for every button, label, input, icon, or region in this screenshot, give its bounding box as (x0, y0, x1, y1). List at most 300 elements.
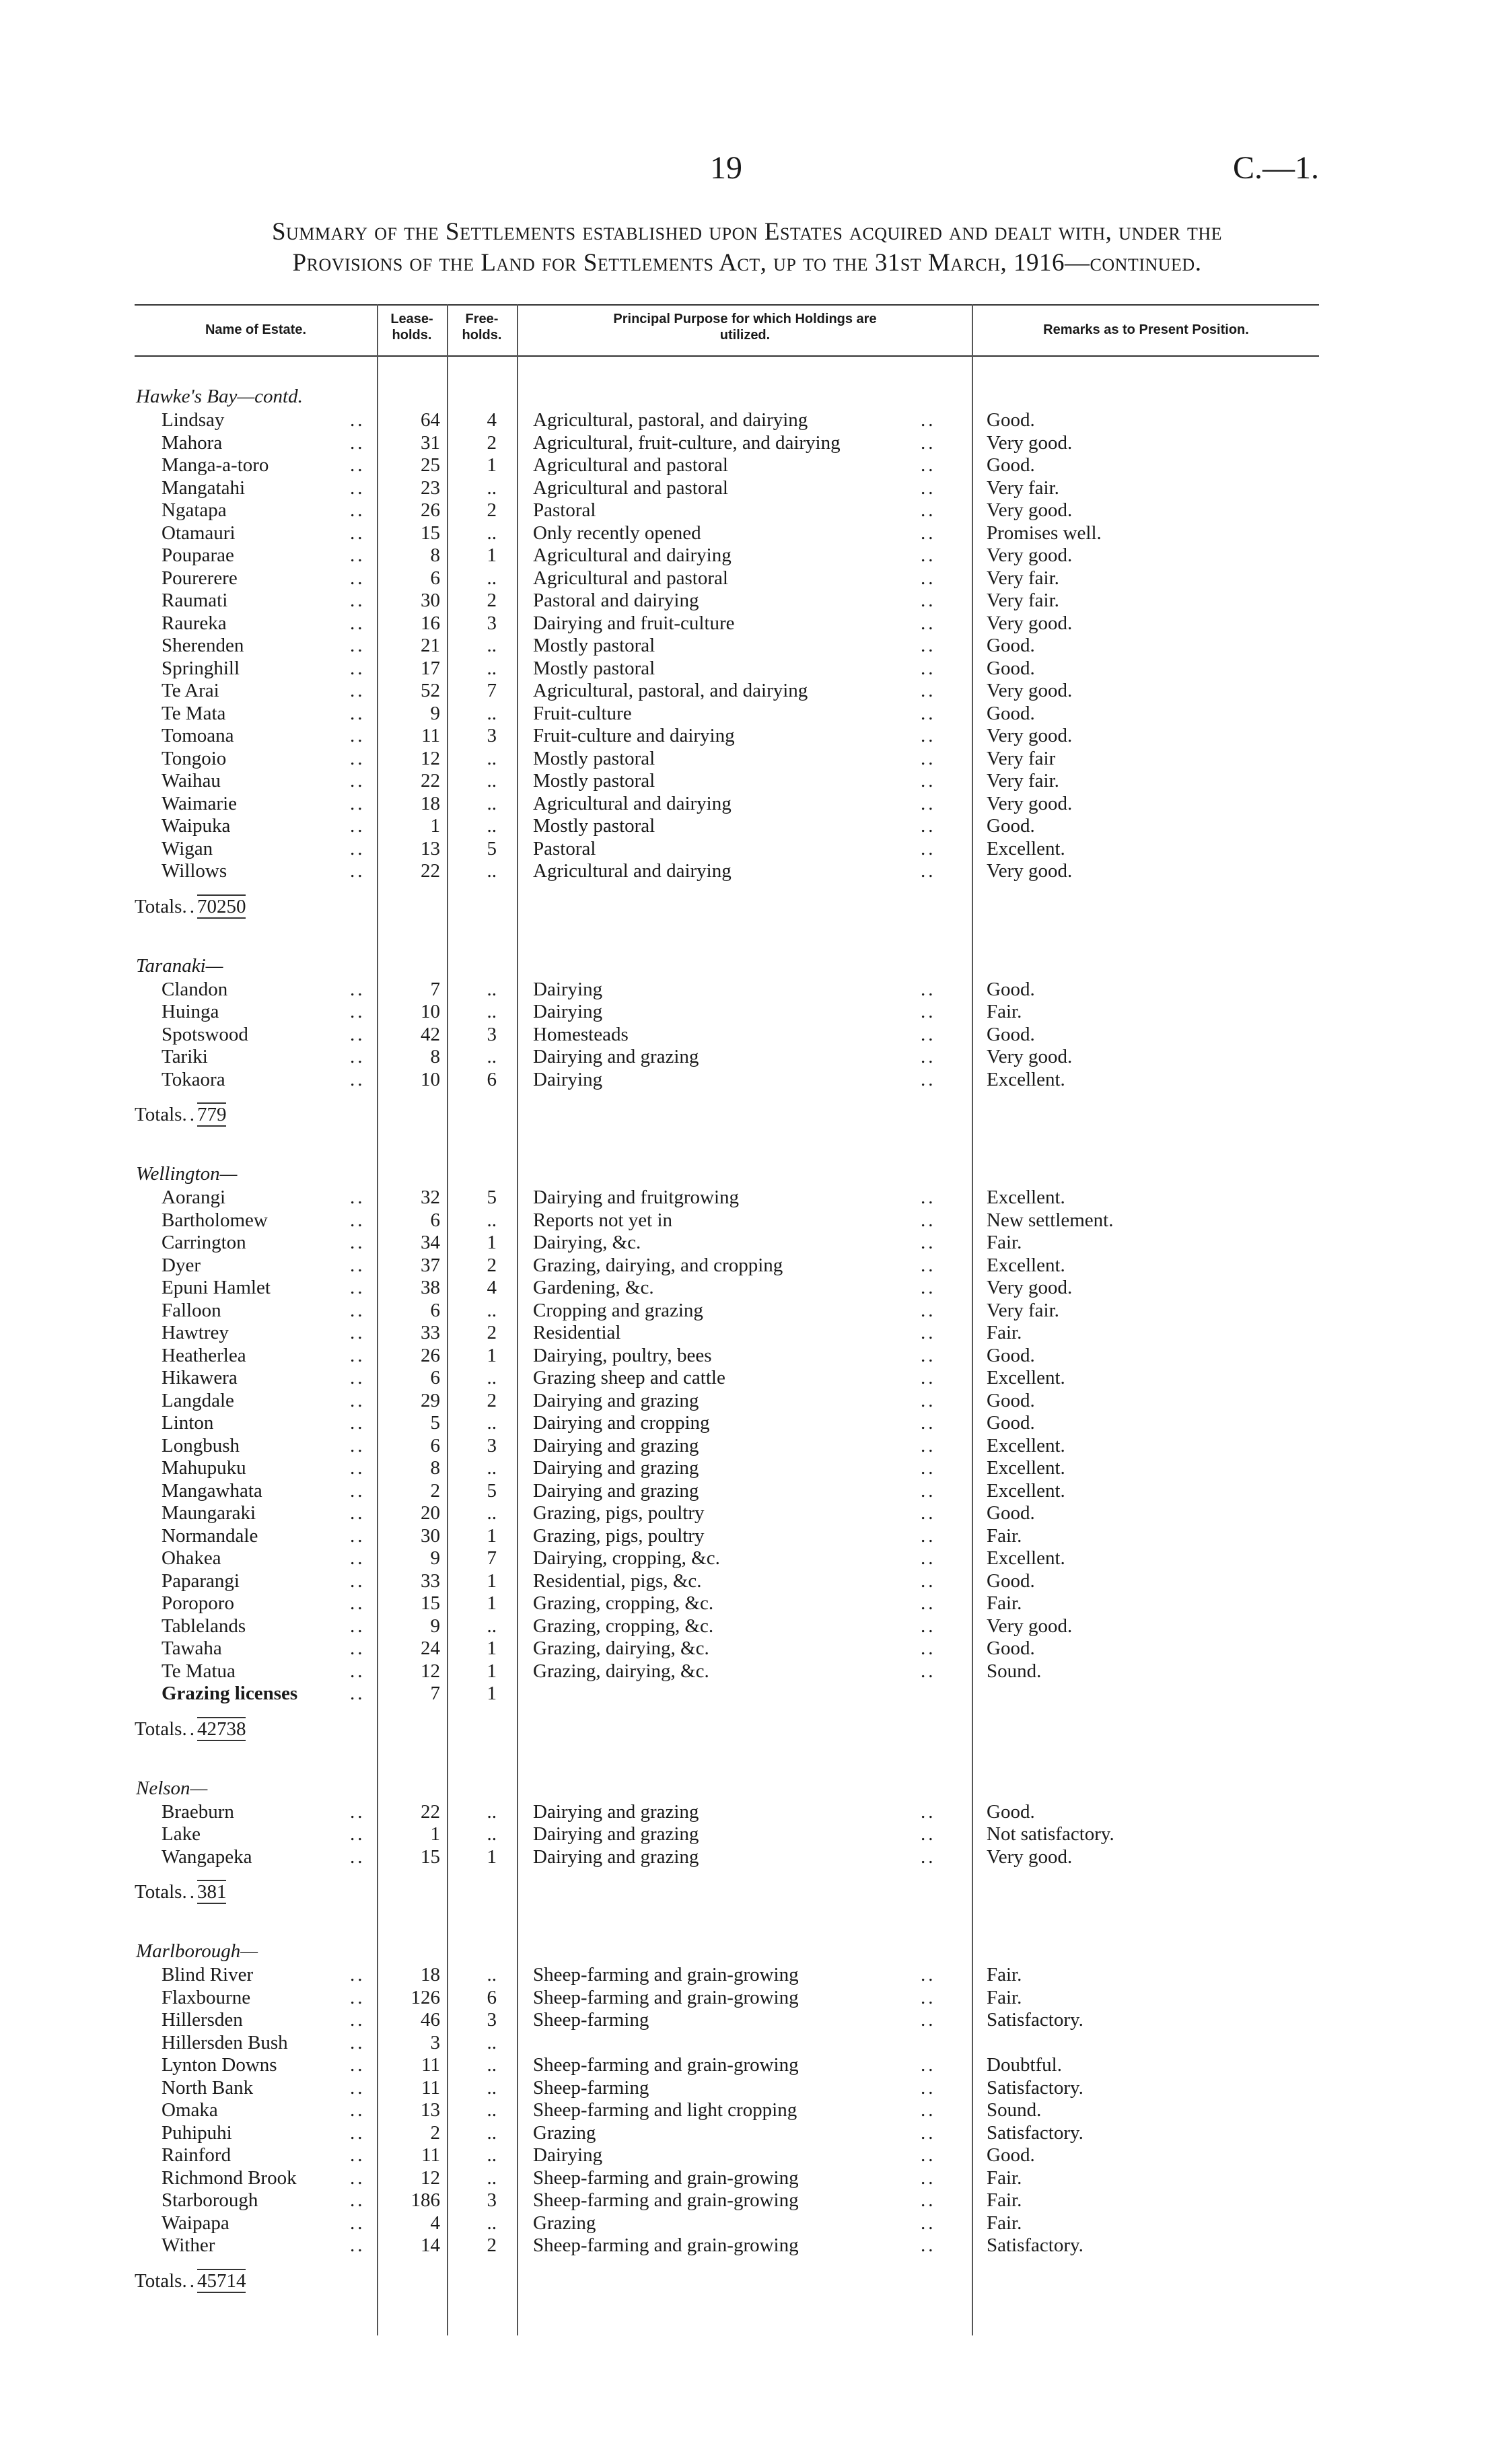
freeholds-value: .. (487, 477, 497, 499)
estate-name: Braeburn (162, 1800, 234, 1823)
purpose-text: Mostly pastoral (533, 635, 655, 656)
purpose-text: Cropping and grazing (533, 1299, 703, 1321)
spacer (135, 1746, 1319, 1775)
leader-dots: .. (350, 837, 365, 859)
leader-dots: .. (921, 635, 936, 656)
totals-row (135, 1712, 1319, 1746)
estate-name: Heatherlea (162, 1344, 246, 1366)
purpose-text: Agricultural, pastoral, and dairying (533, 409, 808, 431)
freeholds-value: 1 (487, 544, 497, 566)
spacer (135, 1868, 1319, 1875)
freeholds-value: 3 (487, 2009, 497, 2031)
estate-name: Normandale (162, 1524, 258, 1547)
purpose-text: Agricultural, pastoral, and dairying (533, 680, 808, 701)
remarks-text: Excellent. (987, 1068, 1065, 1090)
leaseholds-value: 6 (430, 567, 440, 589)
estate-name: Mangatahi (162, 477, 246, 499)
leaseholds-value: 6 (430, 1209, 440, 1231)
leaseholds-value: 13 (421, 2099, 440, 2121)
estate-name: Waimarie (162, 792, 237, 814)
table-row (135, 1547, 1319, 1570)
leaseholds-value: 12 (421, 1660, 440, 1682)
leader-dots: .. (921, 1389, 936, 1411)
leaseholds-value: 21 (421, 635, 440, 656)
totals-freeholds: 1 (216, 1881, 227, 1903)
leaseholds-value: 9 (430, 1547, 440, 1569)
leaseholds-value: 34 (421, 1232, 440, 1253)
remarks-text: Good. (987, 2144, 1035, 2166)
table-row (135, 432, 1319, 455)
leaseholds-value: 38 (421, 1277, 440, 1298)
leaseholds-value: 33 (421, 1570, 440, 1592)
remarks-text: Very fair (987, 747, 1056, 769)
table-row (135, 2054, 1319, 2077)
header-purpose: Principal Purpose for which Holdings are utilized. (613, 312, 877, 343)
purpose-text: Sheep-farming and grain-growing (533, 1964, 799, 1985)
leaseholds-value: 18 (421, 1964, 440, 1985)
remarks-text: Very good. (987, 1845, 1073, 1868)
leader-dots: .. (350, 747, 365, 769)
leader-dots: .. (921, 409, 936, 431)
table-row (135, 1502, 1319, 1525)
freeholds-value: .. (487, 522, 497, 544)
purpose-text: Sheep-farming and grain-growing (533, 2167, 799, 2189)
leader-dots: .. (921, 2144, 936, 2166)
remarks-text: Good. (987, 454, 1035, 476)
leader-dots: .. (921, 2009, 936, 2031)
freeholds-value: .. (487, 1412, 497, 1434)
freeholds-value: .. (487, 1964, 497, 1985)
freeholds-value: .. (487, 2099, 497, 2121)
leaseholds-value: 29 (421, 1389, 440, 1411)
table-row (135, 1277, 1319, 1300)
remarks-text: Promises well. (987, 522, 1102, 544)
purpose-text: Agricultural and dairying (533, 860, 732, 882)
purpose-text: Dairying and fruit-culture (533, 612, 735, 634)
leader-dots: .. (350, 522, 365, 544)
estate-name: Ngatapa (162, 499, 227, 521)
freeholds-value: 2 (487, 499, 497, 521)
purpose-text: Dairying (533, 1001, 603, 1022)
estate-name: Linton (162, 1412, 214, 1434)
table-row (135, 1255, 1319, 1277)
remarks-text: Very fair. (987, 770, 1059, 791)
leader-dots: .. (350, 544, 365, 566)
table-row (135, 793, 1319, 816)
leader-dots: .. (350, 2144, 365, 2166)
estate-name: Lynton Downs (162, 2054, 277, 2076)
freeholds-value: 1 (487, 1683, 497, 1704)
table-row (135, 1457, 1319, 1480)
freeholds-value: 2 (487, 1254, 497, 1276)
leaseholds-value: 52 (421, 680, 440, 701)
purpose-text: Pastoral (533, 837, 596, 859)
freeholds-value: 2 (487, 1389, 497, 1411)
purpose-text: Sheep-farming and light cropping (533, 2099, 797, 2121)
leaseholds-value: 6 (430, 1434, 440, 1456)
leader-dots: .. (921, 1367, 936, 1388)
freeholds-value: .. (487, 815, 497, 837)
table-row (135, 1390, 1319, 1413)
estate-name: North Bank (162, 2076, 254, 2099)
estate-name: Tawaha (162, 1638, 222, 1659)
freeholds-value: .. (487, 1615, 497, 1637)
leader-dots: .. (350, 612, 365, 634)
leader-dots: .. (921, 2121, 936, 2144)
estate-name: Carrington (162, 1232, 246, 1253)
remarks-text: New settlement. (987, 1209, 1114, 1231)
table-row (135, 477, 1319, 500)
leader-dots: .. (921, 747, 936, 769)
table-row (135, 748, 1319, 771)
leader-dots: .. (921, 2189, 936, 2211)
leader-dots: .. (921, 1322, 936, 1343)
estate-name: Waipuka (162, 815, 231, 837)
table-row (135, 612, 1319, 635)
leader-dots: .. (350, 725, 365, 746)
estate-name: Mahupuku (162, 1457, 246, 1479)
leaseholds-value: 14 (421, 2234, 440, 2256)
leader-dots: .. (350, 1615, 365, 1637)
leader-dots: .. (350, 2212, 365, 2234)
leader-dots: .. (921, 815, 936, 837)
leaseholds-value: 12 (421, 2167, 440, 2189)
purpose-text: Dairying, poultry, bees (533, 1344, 712, 1366)
leaseholds-value: 18 (421, 792, 440, 814)
leader-dots: .. (350, 1232, 365, 1253)
freeholds-value: .. (487, 567, 497, 589)
freeholds-value: 1 (487, 1592, 497, 1614)
leaseholds-value: 24 (421, 1638, 440, 1659)
leaseholds-value: 7 (430, 1683, 440, 1704)
purpose-text: Pastoral and dairying (533, 590, 699, 611)
leader-dots: .. (182, 2269, 197, 2292)
leader-dots: .. (921, 2099, 936, 2121)
freeholds-value: .. (487, 1823, 497, 1845)
leader-dots: .. (921, 590, 936, 611)
totals-freeholds: 50 (226, 895, 246, 917)
purpose-text: Dairying and grazing (533, 1434, 699, 1456)
totals-label: Totals (135, 1718, 182, 1740)
leader-dots: .. (921, 1823, 936, 1845)
leader-dots: .. (350, 1322, 365, 1343)
leader-dots: .. (350, 860, 365, 882)
estate-name: Te Mata (162, 702, 226, 724)
remarks-text: Very good. (987, 792, 1073, 814)
purpose-text: Residential (533, 1322, 621, 1343)
leader-dots: .. (350, 1046, 365, 1067)
leader-dots: .. (350, 1524, 365, 1547)
estate-name: Blind River (162, 1964, 254, 1985)
freeholds-value: .. (487, 1046, 497, 1067)
freeholds-value: 1 (487, 1344, 497, 1366)
leader-dots: .. (350, 1479, 365, 1502)
leaseholds-value: 6 (430, 1367, 440, 1388)
leader-dots: .. (921, 1845, 936, 1868)
leader-dots: .. (350, 1683, 365, 1704)
estate-name: Waipapa (162, 2212, 229, 2234)
estate-name: Starborough (162, 2189, 258, 2211)
estate-name: Mahora (162, 431, 223, 454)
purpose-text: Dairying and grazing (533, 1046, 699, 1067)
table-row (135, 1435, 1319, 1458)
leaseholds-value: 26 (421, 499, 440, 521)
estate-name: Epuni Hamlet (162, 1277, 271, 1298)
leader-dots: .. (350, 1845, 365, 1868)
remarks-text: Fair. (987, 2189, 1022, 2211)
estate-name: Grazing licenses (162, 1683, 298, 1704)
leaseholds-value: 186 (411, 2189, 440, 2211)
remarks-text: Good. (987, 1502, 1035, 1524)
leader-dots: .. (350, 2009, 365, 2031)
freeholds-value: 6 (487, 1986, 497, 2008)
leaseholds-value: 10 (421, 1001, 440, 1022)
table-row (135, 979, 1319, 1001)
leaseholds-value: 9 (430, 1615, 440, 1637)
remarks-text: Satisfactory. (987, 2234, 1083, 2256)
leader-dots: .. (921, 770, 936, 791)
remarks-text: Fair. (987, 1964, 1022, 1985)
table-row (135, 522, 1319, 545)
spacer (135, 1131, 1319, 1161)
estate-name: Wigan (162, 837, 213, 859)
leaseholds-value: 7 (430, 978, 440, 1000)
table-row (135, 770, 1319, 793)
freeholds-value: .. (487, 2144, 497, 2166)
remarks-text: Fair. (987, 1986, 1022, 2008)
freeholds-value: .. (487, 860, 497, 882)
freeholds-value: .. (487, 1457, 497, 1479)
table-row (135, 1592, 1319, 1615)
leader-dots: .. (350, 680, 365, 701)
table-row (135, 1525, 1319, 1548)
region-heading (135, 953, 1319, 979)
region-name: Marlborough— (136, 1940, 258, 1962)
table-row (135, 2077, 1319, 2100)
table-row (135, 499, 1319, 522)
remarks-text: Very good. (987, 860, 1073, 882)
leader-dots: .. (921, 1660, 936, 1682)
estate-name: Springhill (162, 657, 240, 679)
estate-name: Pouparae (162, 544, 234, 566)
leader-dots: .. (350, 1547, 365, 1569)
remarks-text: Satisfactory. (987, 2121, 1083, 2144)
freeholds-value: .. (487, 2031, 497, 2053)
leader-dots: .. (350, 1254, 365, 1276)
freeholds-value: 2 (487, 1322, 497, 1343)
table-row (135, 1683, 1319, 1705)
leader-dots: .. (182, 895, 197, 917)
leaseholds-value: 22 (421, 1800, 440, 1823)
estate-name: Sherenden (162, 635, 244, 656)
leader-dots: .. (921, 612, 936, 634)
totals-label: Totals (135, 1104, 182, 1125)
region-name: Wellington— (136, 1163, 238, 1185)
purpose-text: Agricultural and dairying (533, 792, 732, 814)
table-row (135, 1024, 1319, 1047)
remarks-text: Very good. (987, 1277, 1073, 1298)
estate-name: Hillersden Bush (162, 2031, 288, 2053)
remarks-text: Good. (987, 657, 1035, 679)
table-row (135, 567, 1319, 590)
leaseholds-value: 15 (421, 1592, 440, 1614)
table-row (135, 409, 1319, 432)
leader-dots: .. (350, 1570, 365, 1592)
leaseholds-value: 2 (430, 1479, 440, 1502)
leaseholds-value: 23 (421, 477, 440, 499)
estate-name: Maungaraki (162, 1502, 256, 1524)
purpose-text: Dairying and grazing (533, 1457, 699, 1479)
estate-name: Hikawera (162, 1367, 238, 1388)
purpose-text: Dairying and grazing (533, 1479, 699, 1502)
leader-dots: .. (182, 1881, 197, 1903)
table-row (135, 590, 1319, 612)
spacer (135, 1705, 1319, 1712)
remarks-text: Excellent. (987, 1187, 1065, 1208)
remarks-text: Satisfactory. (987, 2009, 1083, 2031)
leaseholds-value: 22 (421, 860, 440, 882)
table-row (135, 1232, 1319, 1255)
remarks-text: Excellent. (987, 1367, 1065, 1388)
leader-dots: .. (350, 1187, 365, 1208)
estate-name: Ohakea (162, 1547, 221, 1569)
totals-row (135, 890, 1319, 923)
table-row (135, 860, 1319, 883)
estate-name: Dyer (162, 1254, 201, 1276)
totals-label: Totals (135, 2269, 182, 2292)
freeholds-value: 7 (487, 1547, 497, 1569)
table-row (135, 1345, 1319, 1368)
freeholds-value: .. (487, 2167, 497, 2189)
estate-name: Waihau (162, 770, 221, 791)
leader-dots: .. (921, 1023, 936, 1045)
freeholds-value: 1 (487, 1845, 497, 1868)
leaseholds-value: 46 (421, 2009, 440, 2031)
estate-name: Langdale (162, 1389, 234, 1411)
remarks-text: Excellent. (987, 1547, 1065, 1569)
remarks-text: Very good. (987, 680, 1073, 701)
remarks-text: Good. (987, 1389, 1035, 1411)
remarks-text: Good. (987, 1344, 1035, 1366)
purpose-text: Mostly pastoral (533, 657, 655, 679)
estate-name: Longbush (162, 1434, 240, 1456)
remarks-text: Satisfactory. (987, 2076, 1083, 2099)
table-row (135, 1801, 1319, 1824)
table-row (135, 1846, 1319, 1869)
leaseholds-value: 126 (411, 1986, 440, 2008)
leader-dots: .. (921, 1209, 936, 1231)
purpose-text: Dairying, cropping, &c. (533, 1547, 720, 1569)
leader-dots: .. (921, 454, 936, 476)
remarks-text: Good. (987, 1800, 1035, 1823)
leader-dots: .. (921, 1638, 936, 1659)
leader-dots: .. (350, 2076, 365, 2099)
remarks-text: Good. (987, 1570, 1035, 1592)
leader-dots: .. (921, 1344, 936, 1366)
freeholds-value: 3 (487, 612, 497, 634)
leaseholds-value: 17 (421, 657, 440, 679)
freeholds-value: 4 (487, 1277, 497, 1298)
leaseholds-value: 2 (430, 2121, 440, 2144)
leader-dots: .. (350, 657, 365, 679)
leaseholds-value: 3 (430, 2031, 440, 2053)
table-row (135, 815, 1319, 838)
region-heading (135, 1775, 1319, 1801)
remarks-text: Very good. (987, 1046, 1073, 1067)
leader-dots: .. (350, 2099, 365, 2121)
page-title (101, 217, 1393, 279)
purpose-text: Fruit-culture (533, 702, 632, 724)
remarks-text: Very fair. (987, 1299, 1059, 1321)
leader-dots: .. (921, 1046, 936, 1067)
leader-dots: .. (921, 978, 936, 1000)
title-line-1: Summary of the Settlements established upon Estates acquired and dealt with, under the (271, 218, 1223, 246)
leaseholds-value: 13 (421, 837, 440, 859)
table-row (135, 1001, 1319, 1024)
totals-label: Totals (135, 895, 182, 917)
purpose-text: Grazing, cropping, &c. (533, 1592, 714, 1614)
purpose-text: Sheep-farming and grain-growing (533, 2234, 799, 2256)
leader-dots: .. (921, 1615, 936, 1637)
freeholds-value: 1 (487, 1524, 497, 1547)
leaseholds-value: 1 (430, 1823, 440, 1845)
leaseholds-value: 30 (421, 1524, 440, 1547)
purpose-text: Dairying and cropping (533, 1412, 710, 1434)
freeholds-value: 1 (487, 1232, 497, 1253)
leaseholds-value: 12 (421, 747, 440, 769)
estate-name: Poroporo (162, 1592, 234, 1614)
leader-dots: .. (350, 1660, 365, 1682)
region-heading (135, 1161, 1319, 1187)
leader-dots: .. (182, 1718, 197, 1740)
table-row (135, 2009, 1319, 2032)
leader-dots: .. (921, 2076, 936, 2099)
freeholds-value: 2 (487, 431, 497, 454)
purpose-text: Grazing, pigs, poultry (533, 1524, 705, 1547)
leader-dots: .. (921, 657, 936, 679)
leader-dots: .. (350, 2234, 365, 2256)
table-row (135, 1660, 1319, 1683)
freeholds-value: 3 (487, 1023, 497, 1045)
table-row (135, 1367, 1319, 1390)
remarks-text: Very good. (987, 499, 1073, 521)
leaseholds-value: 20 (421, 1502, 440, 1524)
leader-dots: .. (921, 792, 936, 814)
table-row (135, 1069, 1319, 1092)
purpose-text: Pastoral (533, 499, 596, 521)
purpose-text: Only recently opened (533, 522, 701, 544)
estate-name: Raumati (162, 590, 228, 611)
leader-dots: .. (921, 2167, 936, 2189)
estate-name: Spotswood (162, 1023, 248, 1045)
region-name: Taranaki— (136, 954, 223, 977)
freeholds-value: .. (487, 1367, 497, 1388)
spacer (135, 1909, 1319, 1938)
leader-dots: .. (921, 1412, 936, 1434)
purpose-text: Mostly pastoral (533, 747, 655, 769)
leaseholds-value: 16 (421, 612, 440, 634)
leader-dots: .. (350, 1800, 365, 1823)
freeholds-value: 5 (487, 837, 497, 859)
estate-name: Willows (162, 860, 227, 882)
page-number: 19 (710, 150, 742, 186)
leader-dots: .. (350, 454, 365, 476)
leaseholds-value: 8 (430, 544, 440, 566)
table-row (135, 1046, 1319, 1069)
table-row (135, 838, 1319, 861)
leader-dots: .. (350, 1023, 365, 1045)
table-row (135, 1187, 1319, 1209)
